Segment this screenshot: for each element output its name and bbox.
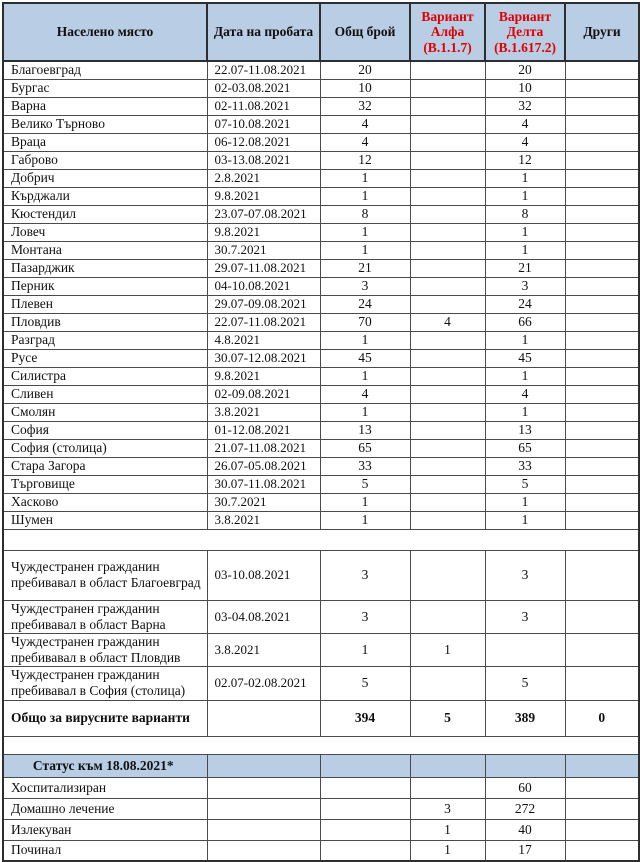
table-body	[3, 61, 639, 861]
cell-other	[565, 313, 639, 331]
header-variant-delta: Вариант Делта (B.1.617.2)	[485, 3, 565, 61]
cell-total: 13	[320, 421, 410, 439]
cell-delta: 17	[485, 840, 565, 861]
cell-delta: 1	[485, 331, 565, 349]
table-row	[3, 331, 639, 349]
cell-delta: 21	[485, 259, 565, 277]
cell-delta: 3	[485, 550, 565, 600]
cell-date: 4.8.2021	[207, 331, 320, 349]
cell-alpha	[410, 223, 485, 241]
cell-date	[207, 819, 320, 840]
cell-date: 03-13.08.2021	[207, 151, 320, 169]
table-row	[3, 439, 639, 457]
cell-total: 1	[320, 493, 410, 511]
cell-total: 24	[320, 295, 410, 313]
cell-settlement: Монтана	[3, 241, 207, 259]
cell-delta: 33	[485, 457, 565, 475]
cell-delta: 1	[485, 187, 565, 205]
table-row	[3, 633, 639, 666]
cell-settlement: Добрич	[3, 169, 207, 187]
cell-total	[320, 798, 410, 819]
cell-alpha	[410, 421, 485, 439]
cell-settlement: Габрово	[3, 151, 207, 169]
cell-settlement: Благоевград	[3, 61, 207, 79]
table-row	[3, 475, 639, 493]
cell-alpha	[410, 187, 485, 205]
cell-total: 1	[320, 403, 410, 421]
cell-date: 03-10.08.2021	[207, 550, 320, 600]
table-row	[3, 700, 639, 736]
cell-delta: 66	[485, 313, 565, 331]
cell-date: 07-10.08.2021	[207, 115, 320, 133]
cell-delta: 8	[485, 205, 565, 223]
cell-date: 3.8.2021	[207, 633, 320, 666]
cell-total: 1	[320, 331, 410, 349]
cell-total: 4	[320, 385, 410, 403]
table-row	[3, 349, 639, 367]
cell-other	[565, 133, 639, 151]
cell-alpha	[410, 667, 485, 700]
table-row	[3, 79, 639, 97]
cell-other	[565, 385, 639, 403]
cell-alpha	[410, 600, 485, 633]
cell-settlement: София	[3, 421, 207, 439]
cell-settlement: Стара Загора	[3, 457, 207, 475]
table-row	[3, 295, 639, 313]
header-total-count: Общ брой	[320, 3, 410, 61]
cell-delta: 10	[485, 79, 565, 97]
cell-settlement: Чуждестранен гражданин пребивавал в София (столица)	[3, 667, 207, 700]
cell-settlement: София (столица)	[3, 439, 207, 457]
cell-total: 65	[320, 439, 410, 457]
table-row	[3, 403, 639, 421]
table-row	[3, 736, 639, 754]
cell-alpha	[410, 457, 485, 475]
cell-alpha	[410, 205, 485, 223]
cell-date: 06-12.08.2021	[207, 133, 320, 151]
cell-date	[207, 700, 320, 736]
table-row	[3, 385, 639, 403]
cell-settlement: Чуждестранен гражданин пребивавал в област Пловдив	[3, 633, 207, 666]
cell-delta: 65	[485, 439, 565, 457]
table-row	[3, 529, 639, 550]
cell-other	[565, 550, 639, 600]
cell-total: 1	[320, 187, 410, 205]
cell-delta: 24	[485, 295, 565, 313]
cell-delta: 272	[485, 798, 565, 819]
cell-total: 1	[320, 511, 410, 529]
table-row	[3, 169, 639, 187]
cell-delta: 5	[485, 667, 565, 700]
table-row	[3, 421, 639, 439]
cell-other	[565, 667, 639, 700]
cell-settlement: Шумен	[3, 511, 207, 529]
cell-alpha	[410, 493, 485, 511]
cell-delta: 13	[485, 421, 565, 439]
table-row	[3, 97, 639, 115]
table-row	[3, 133, 639, 151]
cell-settlement: Плевен	[3, 295, 207, 313]
cell-settlement: Велико Търново	[3, 115, 207, 133]
cell-other: 0	[565, 700, 639, 736]
cell-other	[565, 223, 639, 241]
cell-settlement: Общо за вирусните варианти	[3, 700, 207, 736]
cell-total: 21	[320, 259, 410, 277]
cell-other	[565, 439, 639, 457]
cell-other	[565, 259, 639, 277]
cell-delta: 60	[485, 777, 565, 798]
cell-total: 33	[320, 457, 410, 475]
cell-alpha: 3	[410, 798, 485, 819]
table-row	[3, 819, 639, 840]
header-row	[3, 3, 639, 61]
table-row	[3, 550, 639, 600]
cell-delta: 5	[485, 475, 565, 493]
cell-total: 45	[320, 349, 410, 367]
cell-delta: 40	[485, 819, 565, 840]
cell-alpha	[410, 367, 485, 385]
cell-date: 3.8.2021	[207, 403, 320, 421]
cell-settlement: Смолян	[3, 403, 207, 421]
cell-delta	[485, 633, 565, 666]
cell-date: 21.07-11.08.2021	[207, 439, 320, 457]
cell-total: 4	[320, 133, 410, 151]
cell-total: 70	[320, 313, 410, 331]
cell-delta: 4	[485, 115, 565, 133]
cell-date	[207, 777, 320, 798]
cell-alpha	[410, 331, 485, 349]
table-row	[3, 115, 639, 133]
cell-other	[565, 187, 639, 205]
cell-other	[565, 367, 639, 385]
cell-alpha	[410, 277, 485, 295]
cell-settlement: Пазарджик	[3, 259, 207, 277]
cell-other	[565, 819, 639, 840]
cell-settlement: Търговище	[3, 475, 207, 493]
cell-other	[565, 600, 639, 633]
cell-date: 03-04.08.2021	[207, 600, 320, 633]
cell-alpha: 4	[410, 313, 485, 331]
cell-date: 9.8.2021	[207, 187, 320, 205]
cell-delta: 1	[485, 511, 565, 529]
cell-other	[565, 277, 639, 295]
cell-other	[565, 241, 639, 259]
table-row	[3, 367, 639, 385]
cell-date: 23.07-07.08.2021	[207, 205, 320, 223]
table-row	[3, 313, 639, 331]
cell-total: 1	[320, 241, 410, 259]
table-row	[3, 511, 639, 529]
cell-date: 02-11.08.2021	[207, 97, 320, 115]
table-row	[3, 798, 639, 819]
cell-alpha	[410, 439, 485, 457]
cell-date	[207, 754, 320, 777]
table-row	[3, 241, 639, 259]
cell-settlement: Разград	[3, 331, 207, 349]
cell-alpha	[410, 295, 485, 313]
cell-alpha	[410, 511, 485, 529]
cell-other	[565, 331, 639, 349]
table-row	[3, 777, 639, 798]
cell-delta: 1	[485, 403, 565, 421]
cell-total: 5	[320, 667, 410, 700]
cell-alpha	[410, 61, 485, 79]
cell-total: 20	[320, 61, 410, 79]
cell-settlement: Починал	[3, 840, 207, 861]
cell-date: 22.07-11.08.2021	[207, 313, 320, 331]
cell-alpha	[410, 169, 485, 187]
covid-variants-table	[2, 2, 640, 862]
cell-delta: 32	[485, 97, 565, 115]
cell-other	[565, 205, 639, 223]
cell-alpha	[410, 259, 485, 277]
cell-other	[565, 457, 639, 475]
cell-delta: 12	[485, 151, 565, 169]
cell-total: 3	[320, 550, 410, 600]
cell-date: 26.07-05.08.2021	[207, 457, 320, 475]
cell-total: 1	[320, 633, 410, 666]
cell-date: 04-10.08.2021	[207, 277, 320, 295]
table-row	[3, 61, 639, 79]
cell-date: 02.07-02.08.2021	[207, 667, 320, 700]
cell-total: 8	[320, 205, 410, 223]
cell-date: 02-03.08.2021	[207, 79, 320, 97]
cell-other	[565, 511, 639, 529]
cell-other	[565, 754, 639, 777]
cell-alpha: 1	[410, 819, 485, 840]
cell-total: 394	[320, 700, 410, 736]
cell-other	[565, 421, 639, 439]
cell-settlement: Кърджали	[3, 187, 207, 205]
table-row	[3, 223, 639, 241]
separator-cell	[3, 736, 639, 754]
cell-delta: 389	[485, 700, 565, 736]
cell-other	[565, 295, 639, 313]
cell-alpha	[410, 475, 485, 493]
cell-delta: 3	[485, 600, 565, 633]
header-others: Други	[565, 3, 639, 61]
cell-settlement: Чуждестранен гражданин пребивавал в област Варна	[3, 600, 207, 633]
cell-settlement: Враца	[3, 133, 207, 151]
cell-alpha	[410, 777, 485, 798]
cell-other	[565, 61, 639, 79]
cell-date: 30.07-12.08.2021	[207, 349, 320, 367]
cell-other	[565, 475, 639, 493]
cell-other	[565, 349, 639, 367]
cell-alpha	[410, 79, 485, 97]
cell-delta: 20	[485, 61, 565, 79]
cell-other	[565, 169, 639, 187]
header-sample-date: Дата на пробата	[207, 3, 320, 61]
cell-delta: 1	[485, 169, 565, 187]
cell-alpha	[410, 754, 485, 777]
cell-settlement: Хоспитализиран	[3, 777, 207, 798]
separator-cell	[3, 529, 639, 550]
cell-settlement: Домашно лечение	[3, 798, 207, 819]
cell-alpha	[410, 115, 485, 133]
cell-other	[565, 633, 639, 666]
cell-other	[565, 493, 639, 511]
cell-delta: 4	[485, 385, 565, 403]
cell-other	[565, 777, 639, 798]
cell-delta: 45	[485, 349, 565, 367]
cell-settlement: Бургас	[3, 79, 207, 97]
cell-other	[565, 403, 639, 421]
cell-date: 30.7.2021	[207, 493, 320, 511]
cell-total: 10	[320, 79, 410, 97]
cell-total: 3	[320, 600, 410, 633]
table-row	[3, 277, 639, 295]
cell-date: 3.8.2021	[207, 511, 320, 529]
cell-total	[320, 819, 410, 840]
cell-date: 29.07-11.08.2021	[207, 259, 320, 277]
cell-other	[565, 151, 639, 169]
cell-alpha: 1	[410, 633, 485, 666]
cell-settlement: Кюстендил	[3, 205, 207, 223]
cell-date: 30.07-11.08.2021	[207, 475, 320, 493]
cell-total: 4	[320, 115, 410, 133]
table-row	[3, 667, 639, 700]
cell-total: 1	[320, 367, 410, 385]
cell-total: 12	[320, 151, 410, 169]
table-header	[3, 3, 639, 61]
cell-other	[565, 97, 639, 115]
cell-total: 3	[320, 277, 410, 295]
header-variant-alpha: Вариант Алфа (B.1.1.7)	[410, 3, 485, 61]
cell-delta: 4	[485, 133, 565, 151]
cell-date: 01-12.08.2021	[207, 421, 320, 439]
table-row	[3, 151, 639, 169]
cell-total	[320, 754, 410, 777]
cell-date: 2.8.2021	[207, 169, 320, 187]
cell-delta: 3	[485, 277, 565, 295]
cell-other	[565, 115, 639, 133]
cell-settlement: Чуждестранен гражданин пребивавал в област Благоевград	[3, 550, 207, 600]
cell-settlement: Варна	[3, 97, 207, 115]
cell-date: 02-09.08.2021	[207, 385, 320, 403]
cell-total: 5	[320, 475, 410, 493]
cell-alpha: 1	[410, 840, 485, 861]
cell-alpha	[410, 97, 485, 115]
cell-alpha	[410, 403, 485, 421]
cell-alpha	[410, 151, 485, 169]
cell-alpha	[410, 385, 485, 403]
cell-settlement: Перник	[3, 277, 207, 295]
cell-delta: 1	[485, 493, 565, 511]
cell-settlement: Статус към 18.08.2021*	[3, 754, 207, 777]
cell-settlement: Хасково	[3, 493, 207, 511]
cell-date: 22.07-11.08.2021	[207, 61, 320, 79]
cell-alpha	[410, 550, 485, 600]
cell-other	[565, 798, 639, 819]
cell-total: 1	[320, 223, 410, 241]
cell-settlement: Силистра	[3, 367, 207, 385]
cell-total: 32	[320, 97, 410, 115]
cell-total	[320, 777, 410, 798]
cell-date: 29.07-09.08.2021	[207, 295, 320, 313]
cell-date: 9.8.2021	[207, 223, 320, 241]
cell-alpha	[410, 133, 485, 151]
cell-other	[565, 79, 639, 97]
table-row	[3, 600, 639, 633]
cell-alpha	[410, 241, 485, 259]
cell-date: 30.7.2021	[207, 241, 320, 259]
cell-date	[207, 798, 320, 819]
cell-alpha: 5	[410, 700, 485, 736]
table-row	[3, 493, 639, 511]
cell-total: 1	[320, 169, 410, 187]
header-settlement: Населено място	[3, 3, 207, 61]
cell-settlement: Сливен	[3, 385, 207, 403]
table-row	[3, 187, 639, 205]
cell-alpha	[410, 349, 485, 367]
cell-delta: 1	[485, 367, 565, 385]
cell-date: 9.8.2021	[207, 367, 320, 385]
table-row	[3, 205, 639, 223]
table-row	[3, 457, 639, 475]
cell-delta: 1	[485, 223, 565, 241]
cell-settlement: Пловдив	[3, 313, 207, 331]
cell-settlement: Ловеч	[3, 223, 207, 241]
table-row	[3, 259, 639, 277]
cell-settlement: Русе	[3, 349, 207, 367]
cell-delta	[485, 754, 565, 777]
cell-settlement: Излекуван	[3, 819, 207, 840]
table-row	[3, 754, 639, 777]
cell-delta: 1	[485, 241, 565, 259]
